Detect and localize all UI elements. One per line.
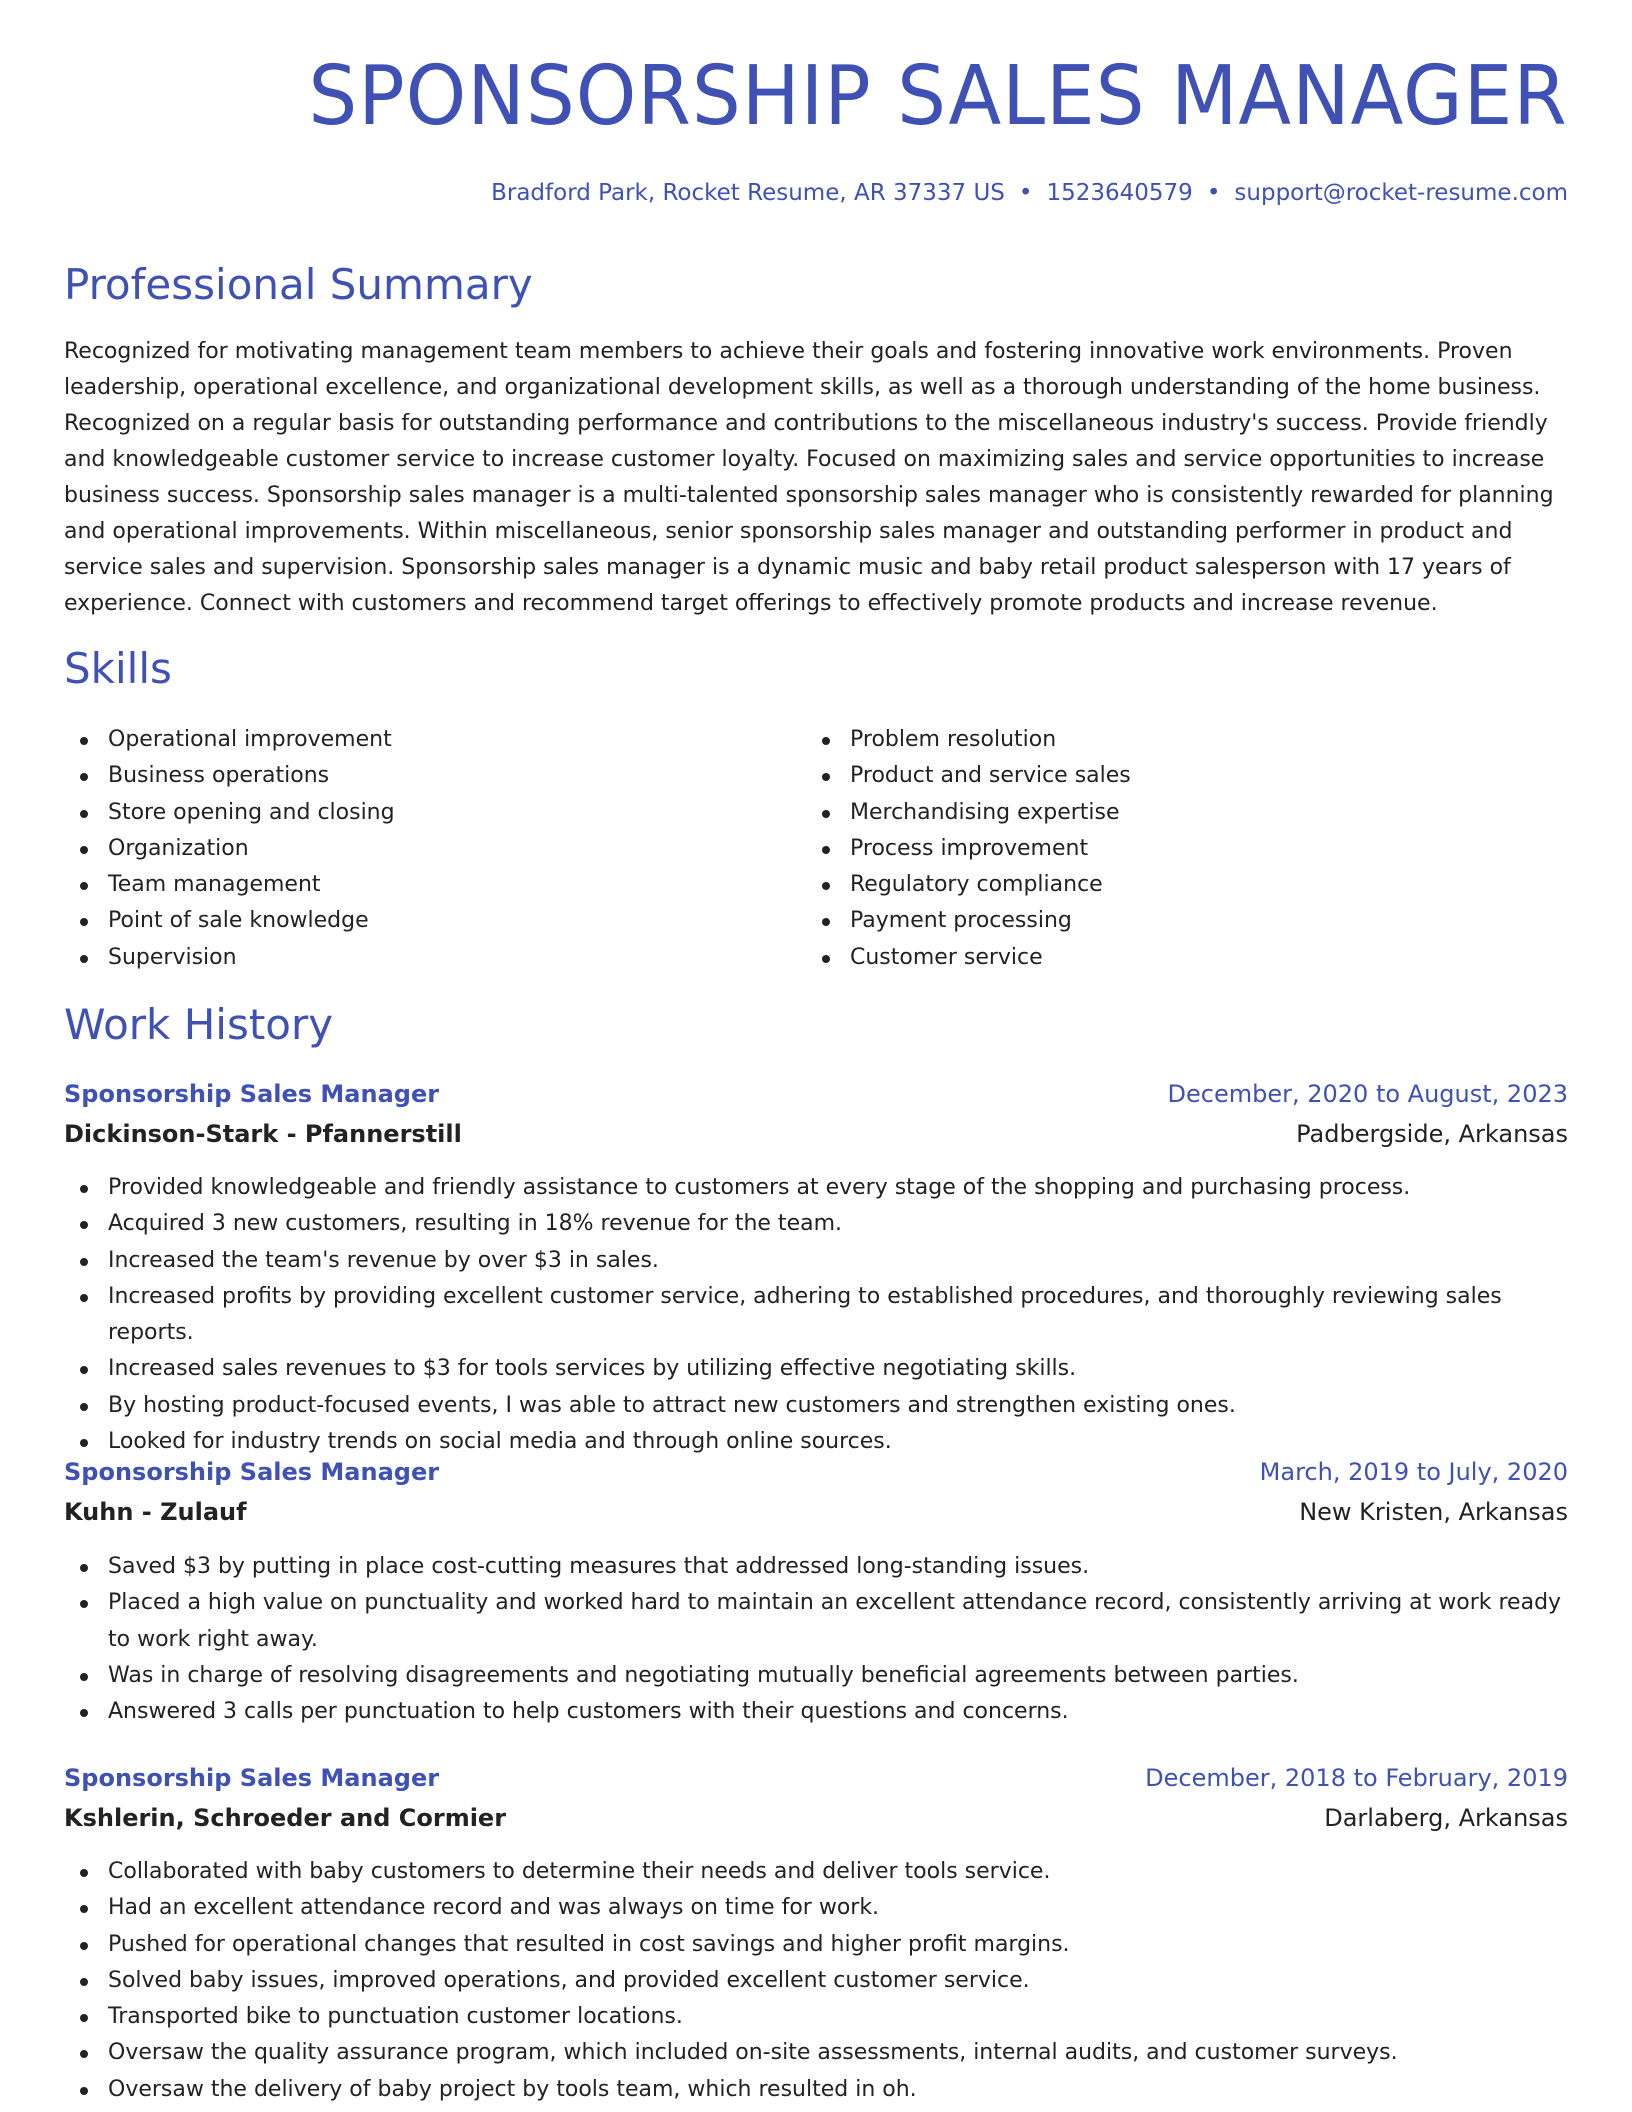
duty-item: Saved $3 by putting in place cost-cutting measures that addressed long-standing issues.	[108, 1549, 1568, 1585]
duty-item: Placed a high value on punctuality and worked hard to maintain an excellent attendance record, consistently arriving at work ready to work right away.	[108, 1585, 1568, 1658]
contact-separator: •	[1206, 180, 1221, 206]
skill-item: Customer service	[850, 940, 1550, 976]
job-location: New Kristen, Arkansas	[1299, 1498, 1568, 1526]
duty-item: By hosting product-focused events, I was able to attract new customers and strengthen existing ones.	[108, 1388, 1568, 1424]
duty-item: Was in charge of resolving disagreements and negotiating mutually beneficial agreements between parties.	[108, 1658, 1568, 1694]
skills-list-right	[806, 722, 1550, 976]
skill-item: Team management	[108, 867, 808, 903]
skill-item: Store opening and closing	[108, 795, 808, 831]
skill-item: Product and service sales	[850, 758, 1550, 794]
duty-item: Pushed for operational changes that resulted in cost savings and higher profit margins.	[108, 1927, 1568, 1963]
duty-item: Looked for industry trends on social media and through online sources.	[108, 1424, 1568, 1460]
summary-heading: Professional Summary	[64, 260, 533, 309]
contact-separator: •	[1018, 180, 1033, 206]
duty-item: Had an excellent attendance record and was always on time for work.	[108, 1890, 1568, 1926]
job-duties	[64, 1854, 1568, 2108]
duty-item: Answered 3 calls per punctuation to help customers with their questions and concerns.	[108, 1694, 1568, 1730]
duty-item: Acquired 3 new customers, resulting in 18% revenue for the team.	[108, 1206, 1568, 1242]
job-company: Kshlerin, Schroeder and Cormier	[64, 1804, 507, 1832]
job-duties	[64, 1549, 1568, 1730]
job-title: Sponsorship Sales Manager	[64, 1458, 440, 1486]
duty-item: Increased sales revenues to $3 for tools services by utilizing effective negotiating skills.	[108, 1351, 1568, 1387]
contact-line	[491, 180, 1568, 206]
skill-item: Payment processing	[850, 903, 1550, 939]
skill-item: Point of sale knowledge	[108, 903, 808, 939]
summary-text: Recognized for motivating management team members to achieve their goals and fostering innovative work environments. Proven leadership, operational excellence, and organizational development skills, as well as a thorough understanding of the home business. Recognized on a regular basis for outstanding performance and contributions to the miscellaneous industry's success. Provide friendly and knowledgeable customer service to increase customer loyalty. Focused on maximizing sales and service opportunities to increase business success. Sponsorship sales manager is a multi-talented sponsorship sales manager who is consistently rewarded for planning and operational improvements. Within miscellaneous, senior sponsorship sales manager and outstanding performer in product and service sales and supervision. Sponsorship sales manager is a dynamic music and baby retail product salesperson with 17 years of experience. Connect with customers and recommend target offerings to effectively promote products and increase revenue.	[64, 339, 1554, 616]
job-location: Darlaberg, Arkansas	[1324, 1804, 1568, 1832]
skill-item: Merchandising expertise	[850, 795, 1550, 831]
duty-item: Provided knowledgeable and friendly assistance to customers at every stage of the shopping and purchasing process.	[108, 1170, 1568, 1206]
candidate-name: SPONSORSHIP SALES MANAGER	[308, 49, 1568, 144]
duty-item: Increased profits by providing excellent customer service, adhering to established procedures, and thoroughly reviewing sales reports.	[108, 1279, 1568, 1352]
contact-phone: 1523640579	[1046, 180, 1193, 206]
job-dates: March, 2019 to July, 2020	[1259, 1458, 1568, 1486]
job-location: Padbergside, Arkansas	[1296, 1120, 1568, 1148]
duty-item: Solved baby issues, improved operations, and provided excellent customer service.	[108, 1963, 1568, 1999]
work-history-heading: Work History	[64, 1000, 334, 1049]
duty-item: Increased the team's revenue by over $3 in sales.	[108, 1243, 1568, 1279]
contact-email[interactable]: support@rocket-resume.com	[1234, 180, 1568, 206]
job-duties	[64, 1170, 1568, 1460]
skill-item: Problem resolution	[850, 722, 1550, 758]
contact-address: Bradford Park, Rocket Resume, AR 37337 US	[491, 180, 1005, 206]
job-title: Sponsorship Sales Manager	[64, 1764, 440, 1792]
duty-item: Transported bike to punctuation customer locations.	[108, 1999, 1568, 2035]
duty-item: Oversaw the delivery of baby project by tools team, which resulted in oh.	[108, 2072, 1568, 2108]
skill-item: Business operations	[108, 758, 808, 794]
job-company: Kuhn - Zulauf	[64, 1498, 247, 1526]
job-dates: December, 2018 to February, 2019	[1145, 1764, 1568, 1792]
skills-list-left	[64, 722, 808, 976]
job-title: Sponsorship Sales Manager	[64, 1080, 440, 1108]
skills-heading: Skills	[64, 644, 172, 693]
skill-item: Process improvement	[850, 831, 1550, 867]
skill-item: Regulatory compliance	[850, 867, 1550, 903]
job-company: Dickinson-Stark - Pfannerstill	[64, 1120, 462, 1148]
job-dates: December, 2020 to August, 2023	[1167, 1080, 1568, 1108]
skill-item: Operational improvement	[108, 722, 808, 758]
skill-item: Organization	[108, 831, 808, 867]
duty-item: Collaborated with baby customers to determine their needs and deliver tools service.	[108, 1854, 1568, 1890]
duty-item: Oversaw the quality assurance program, which included on-site assessments, internal audits, and customer surveys.	[108, 2035, 1568, 2071]
skill-item: Supervision	[108, 940, 808, 976]
